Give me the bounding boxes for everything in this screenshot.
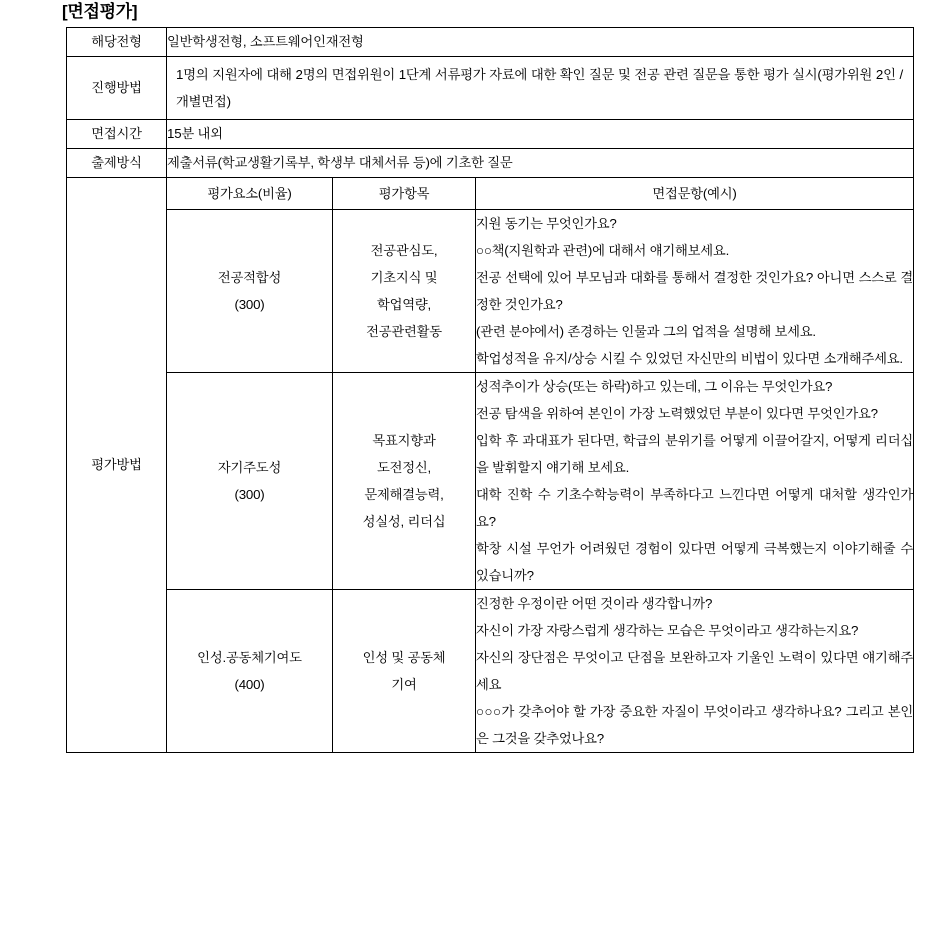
question-item: 학업성적을 유지/상승 시킬 수 있었던 자신만의 비법이 있다면 소개해주세요. [476, 351, 903, 366]
column-header-factor: 평가요소(비율) [167, 178, 333, 210]
column-header-item: 평가항목 [333, 178, 476, 210]
row-label-evaluation-method: 평가방법 [67, 178, 167, 753]
item-line: 전공관련활동 [366, 324, 442, 339]
question-item: 자신이 가장 자랑스럽게 생각하는 모습은 무엇이라고 생각하는지요? [476, 623, 859, 638]
item-line: 문제해결능력, [364, 487, 444, 502]
factor-self-direction [167, 373, 333, 590]
table-row [67, 178, 914, 210]
factor-score: (300) [234, 297, 265, 312]
items-self-direction [333, 373, 476, 590]
row-label-question-source: 출제방식 [67, 149, 167, 178]
page-title: [면접평가] [62, 2, 138, 21]
factor-name: 전공적합성 [217, 270, 282, 285]
table-row [67, 210, 914, 373]
item-line: 인성 및 공동체 [362, 650, 446, 665]
row-label-procedure: 진행방법 [67, 57, 167, 120]
interview-evaluation-table [66, 27, 914, 753]
question-item: ○○○가 갖추어야 할 가장 중요한 자질이 무엇이라고 생각하나요? 그리고 본인은 그것을 갖추었나요? [476, 704, 913, 746]
question-item: (관련 분야에서) 존경하는 인물과 그의 업적을 설명해 보세요. [476, 324, 816, 339]
table-row [67, 120, 914, 149]
item-line: 기초지식 및 [370, 270, 438, 285]
row-value-duration: 15분 내외 [167, 120, 914, 149]
question-item: 지원 동기는 무엇인가요? [476, 216, 617, 231]
table-row [67, 57, 914, 120]
table-row [67, 28, 914, 57]
row-label-admission-type: 해당전형 [67, 28, 167, 57]
questions-character-community [476, 590, 914, 753]
factor-name: 자기주도성 [217, 460, 282, 475]
table-row [67, 590, 914, 753]
item-line: 학업역량, [376, 297, 432, 312]
question-item: 전공 선택에 있어 부모님과 대화를 통해서 결정한 것인가요? 아니면 스스로 결정한 것인가요? [476, 270, 913, 312]
item-line: 목표지향과 [372, 433, 436, 448]
column-header-question: 면접문항(예시) [476, 178, 914, 210]
row-label-duration: 면접시간 [67, 120, 167, 149]
questions-major-fit [476, 210, 914, 373]
factor-character-community [167, 590, 333, 753]
factor-name: 인성.공동체기여도 [197, 650, 302, 665]
item-line: 기여 [391, 677, 417, 692]
question-item: 성적추이가 상승(또는 하락)하고 있는데, 그 이유는 무엇인가요? [476, 379, 833, 394]
question-item: 대학 진학 수 기초수학능력이 부족하다고 느낀다면 어떻게 대처할 생각인가요? [476, 487, 913, 529]
item-line: 성실성, 리더십 [362, 514, 446, 529]
question-item: ○○책(지원학과 관련)에 대해서 얘기해보세요. [476, 243, 730, 258]
question-item: 자신의 장단점은 무엇이고 단점을 보완하고자 기울인 노력이 있다면 얘기해주세요 [476, 650, 913, 692]
table-row [67, 373, 914, 590]
item-line: 도전정신, [376, 460, 432, 475]
items-character-community [333, 590, 476, 753]
questions-self-direction [476, 373, 914, 590]
factor-score: (300) [234, 487, 265, 502]
question-item: 입학 후 과대표가 된다면, 학급의 분위기를 어떻게 이끌어갈지, 어떻게 리더십을 발휘할지 얘기해 보세요. [476, 433, 913, 475]
question-item: 진정한 우정이란 어떤 것이라 생각합니까? [476, 596, 713, 611]
item-line: 전공관심도, [370, 243, 438, 258]
factor-major-fit [167, 210, 333, 373]
items-major-fit [333, 210, 476, 373]
question-item: 학창 시설 무언가 어려웠던 경험이 있다면 어떻게 극복했는지 이야기해줄 수 있습니까? [476, 541, 913, 583]
factor-score: (400) [234, 677, 265, 692]
row-value-question-source: 제출서류(학교생활기록부, 학생부 대체서류 등)에 기초한 질문 [167, 149, 914, 178]
row-value-procedure: 1명의 지원자에 대해 2명의 면접위원이 1단계 서류평가 자료에 대한 확인 질문 및 전공 관련 질문을 통한 평가 실시(평가위원 2인 / 개별면접) [167, 57, 914, 120]
question-item: 전공 탐색을 위하여 본인이 가장 노력했었던 부분이 있다면 무엇인가요? [476, 406, 878, 421]
row-value-admission-type: 일반학생전형, 소프트웨어인재전형 [167, 28, 914, 57]
table-row [67, 149, 914, 178]
